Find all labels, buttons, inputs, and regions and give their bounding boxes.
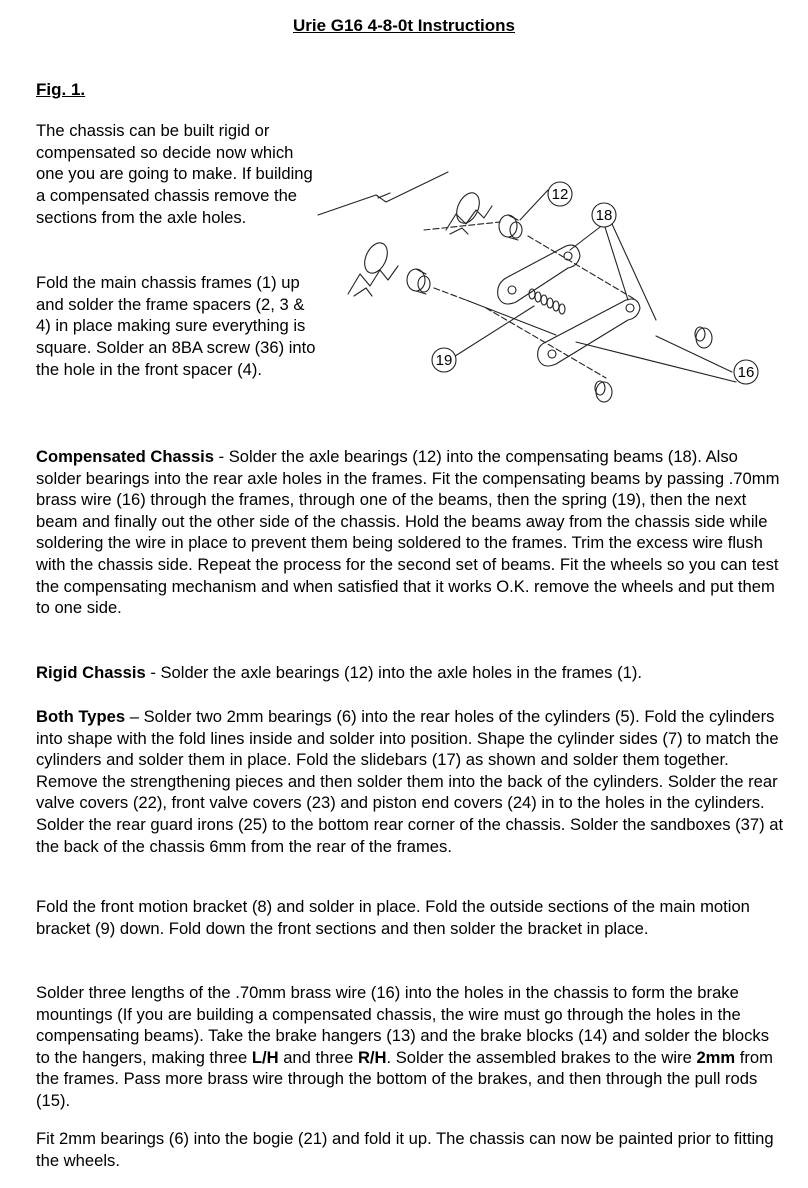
callout-wire-label: 16 [737,364,755,381]
rigid-chassis-heading: Rigid Chassis [36,663,146,682]
axis-line-upper [424,222,636,300]
compensating-beam-upper [498,245,580,304]
wire-line [466,300,736,382]
motion-bracket-paragraph: Fold the front motion bracket (8) and solder in place. Fold the outside sections of the main motion bracket (9) down. Fold down the front sections and then solder the bracket in place. [36,897,750,938]
frame-bracket-front [348,266,398,294]
compensated-chassis-text: - Solder the axle bearings (12) into the compensating beams (18). Also solder bearings into the rear axle holes in the frames. Fit the compensating beams by passing .70mm brass wire (16) through the frames, through one of the beams, then the spring (19), then the next beam and finally out the other side of the chassis. Hold the beams away from the chassis side while soldering the wire in place to prevent them being soldered to the frames. Trim the excess wire flush with the chassis side. Repeat the process for the second set of beams. Fit the wheels so you can test the compensating mechanism and when satisfied that it works O.K. remove the wheels and put them to one side. [36,447,780,618]
spring-coil [529,289,565,314]
callout-bearing-label: 12 [551,186,569,203]
brakes-paragraph [36,982,784,1112]
frame-bracket-front-2 [354,288,372,296]
frame-bracket-rear-2 [450,228,468,234]
callout-beam-label: 18 [595,207,613,224]
brakes-text-1: Solder three lengths of the .70mm brass wire (16) into the holes in the chassis to form the brake mountings (If you are building a compensated chassis, the wire must go through the holes in the compensating beams). Take the brake hangers (13) and the brake blocks (14) and solder the blocks to the hangers, making three [36,983,770,1067]
axis-line-lower [434,288,606,378]
compensation-diagram-svg [316,110,786,440]
bearing-upper [499,215,522,240]
both-types-paragraph [36,706,784,857]
rigid-chassis-paragraph [36,662,784,684]
bearing-right-lower [595,381,612,402]
both-types-heading: Both Types [36,707,126,726]
document-title: Urie G16 4-8-0t Instructions [292,16,515,35]
leader-wire [656,336,732,372]
brakes-text-2: and three [278,1047,358,1067]
bearing-right-upper [695,327,712,348]
brakes-distance: 2mm [696,1047,736,1067]
compensated-chassis-paragraph [36,446,784,619]
bogie-paragraph: Fit 2mm bearings (6) into the bogie (21) and fold it up. The chassis can now be painted prior to fitting the wheels. [36,1129,774,1170]
compensation-diagram [316,110,786,440]
intro-paragraph-frames: Fold the main chassis frames (1) up and solder the frame spacers (2, 3 & 4) in place making sure everything is square. Solder an 8BA screw (36) into the hole in the front spacer (4). [36,273,316,379]
leader-spring [452,306,534,358]
figure-label: Fig. 1. [36,80,86,99]
leader-beam [570,224,628,300]
both-types-text: – Solder two 2mm bearings (6) into the rear holes of the cylinders (5). Fold the cylinders into shape with the fold lines inside and solder into position. Shape the cylinder sides (7) to match the cylinders and solder them in place. Fold the slidebars (17) as shown and solder them together. Remove the strengthening pieces and then solder them into the back of the cylinders. Solder the rear valve covers (22), front valve covers (23) and piston end covers (24) in to the holes in the cylinders. Solder the rear guard irons (25) to the bottom rear corner of the chassis. Solder the sandboxes (37) at the back of the chassis 6mm from the rear of the frames. [36,707,784,856]
frame-axle-hole-front [360,239,392,276]
bearing-lower [407,269,430,294]
brakes-lh: L/H [251,1047,279,1067]
brakes-text-3: . Solder the assembled brakes to the wire [386,1047,697,1067]
chassis-frame-edge-2 [378,193,390,198]
compensated-chassis-heading: Compensated Chassis [36,447,214,466]
leader-bearing [520,190,548,220]
chassis-frame-edge [318,172,448,215]
callout-spring-label: 19 [435,352,453,369]
brakes-text-4: from the frames. Pass more brass wire through the bottom of the brakes, and then through the pull rods (15). [36,1047,773,1110]
rigid-chassis-text: - Solder the axle bearings (12) into the axle holes in the frames (1). [145,663,642,682]
intro-paragraph-build-type: The chassis can be built rigid or compensated so decide now which one you are going to make. If building a compensated chassis remove the sections from the axle holes. [36,121,313,227]
frame-bracket-rear [446,206,492,230]
brakes-rh: R/H [357,1047,387,1067]
